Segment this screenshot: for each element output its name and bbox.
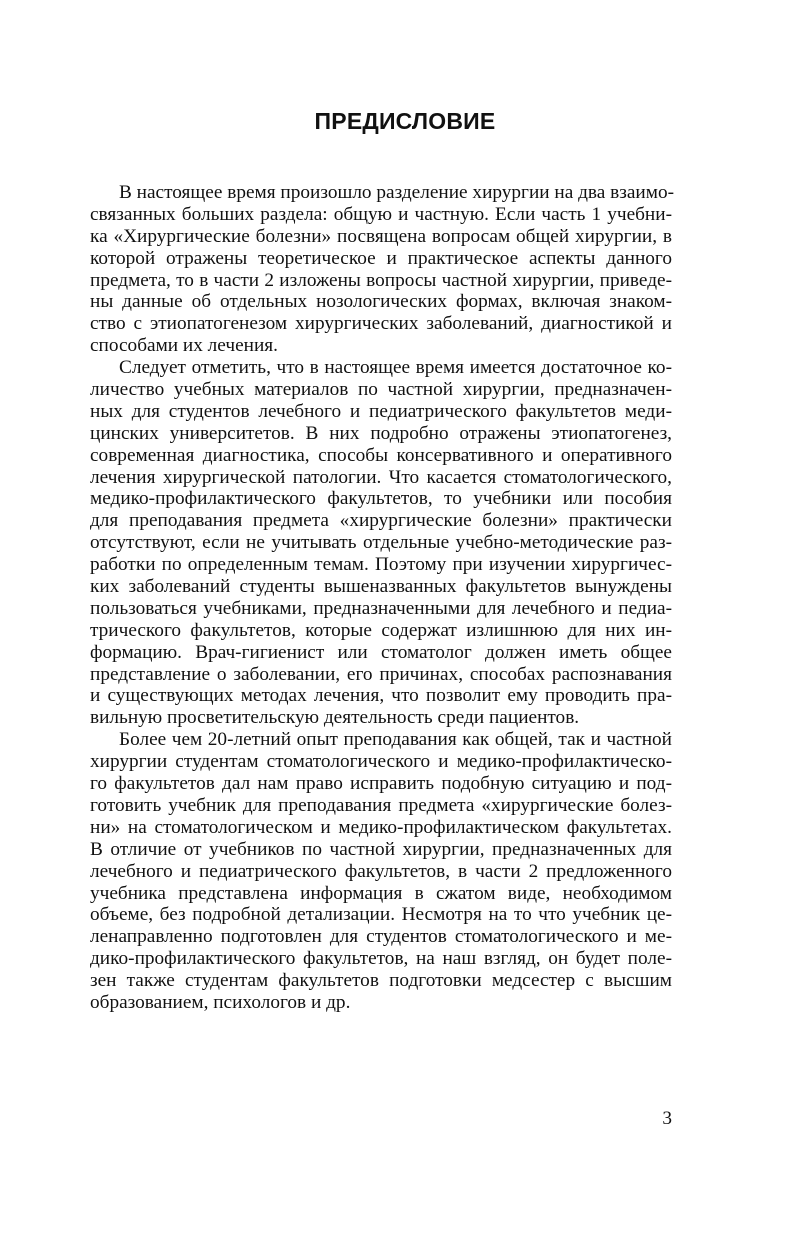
page-number: 3 <box>662 1108 672 1129</box>
text-line: трического факультетов, которые содержат излишнюю для них ин- <box>90 619 672 641</box>
text-line: ны данные об отдельных нозологических формах, включая знаком- <box>90 291 672 313</box>
text-line: ка «Хирургические болезни» посвящена вопросам общей хирургии, в <box>90 225 672 247</box>
text-line: вильную просветительскую деятельность среди пациентов. <box>90 707 580 729</box>
text-line: лечения хирургической патологии. Что касается стоматологического, <box>90 466 672 488</box>
text-line: работки по определенным темам. Поэтому при изучении хирургичес- <box>90 554 672 576</box>
text-line: зен также студентам факультетов подготовки медсестер с высшим <box>90 970 672 992</box>
text-line: личество учебных материалов по частной хирургии, предназначен- <box>90 379 672 401</box>
text-line: медико-профилактического факультетов, то учебники или пособия <box>90 488 672 510</box>
text-line: отсутствуют, если не учитывать отдельные учебно-методические раз- <box>90 532 672 554</box>
text-line: формацию. Врач-гигиенист или стоматолог должен иметь общее <box>90 641 672 663</box>
text-line: ни» на стоматологическом и медико-профилактическом факультетах. <box>90 816 672 838</box>
text-line: и существующих методах лечения, что позволит ему проводить пра- <box>90 685 672 707</box>
text-line: которой отражены теоретическое и практическое аспекты данного <box>90 247 672 269</box>
text-line: учебника представлена информация в сжатом виде, необходимом <box>90 882 672 904</box>
text-line: связанных больших раздела: общую и частную. Если часть 1 учебни- <box>90 203 672 225</box>
paragraph-1 <box>90 182 675 357</box>
text-line: го факультетов дал нам право исправить подобную ситуацию и под- <box>90 773 672 795</box>
text-line: ленаправленно подготовлен для студентов стоматологического и ме- <box>90 926 672 948</box>
text-line: ких заболеваний студенты вышеназванных факультетов вынуждены <box>90 576 672 598</box>
text-line: представление о заболевании, его причинах, способах распознавания <box>90 663 672 685</box>
text-line: современная диагностика, способы консервативного и оперативного <box>90 444 672 466</box>
text-line: В отличие от учебников по частной хирургии, предназначенных для <box>90 838 672 860</box>
text-line: Более чем 20-летний опыт преподавания как общей, так и частной <box>119 729 672 751</box>
text-line: для преподавания предмета «хирургические болезни» практически <box>90 510 672 532</box>
text-line: образованием, психологов и др. <box>90 991 351 1013</box>
text-line: ство с этиопатогенезом хирургических заболеваний, диагностикой и <box>90 313 672 335</box>
text-line: готовить учебник для преподавания предмета «хирургические болез- <box>90 794 672 816</box>
text-line: цинских университетов. В них подробно отражены этиопатогенез, <box>90 422 672 444</box>
text-line: В настоящее время произошло разделение хирургии на два взаимо- <box>119 182 675 203</box>
text-line: дико-профилактического факультетов, на наш взгляд, он будет поле- <box>90 948 672 970</box>
text-line: объеме, без подробной детализации. Несмотря на то что учебник це- <box>90 904 672 926</box>
text-line: ных для студентов лечебного и педиатрического факультетов меди- <box>90 400 672 422</box>
preface-body <box>90 182 675 1014</box>
paragraph-2 <box>90 357 672 729</box>
text-line: хирургии студентам стоматологического и медико-профилактическо- <box>90 751 672 773</box>
paragraph-3 <box>90 729 672 1014</box>
page-title: ПРЕДИСЛОВИЕ <box>314 108 496 134</box>
text-line: пользоваться учебниками, предназначенными для лечебного и педиа- <box>90 597 672 619</box>
text-line: Следует отметить, что в настоящее время имеется достаточное ко- <box>119 357 672 379</box>
text-line: способами их лечения. <box>90 335 278 357</box>
text-line: предмета, то в части 2 изложены вопросы частной хирургии, приведе- <box>90 269 672 291</box>
text-line: лечебного и педиатрического факультетов, в части 2 предложенного <box>90 860 672 882</box>
